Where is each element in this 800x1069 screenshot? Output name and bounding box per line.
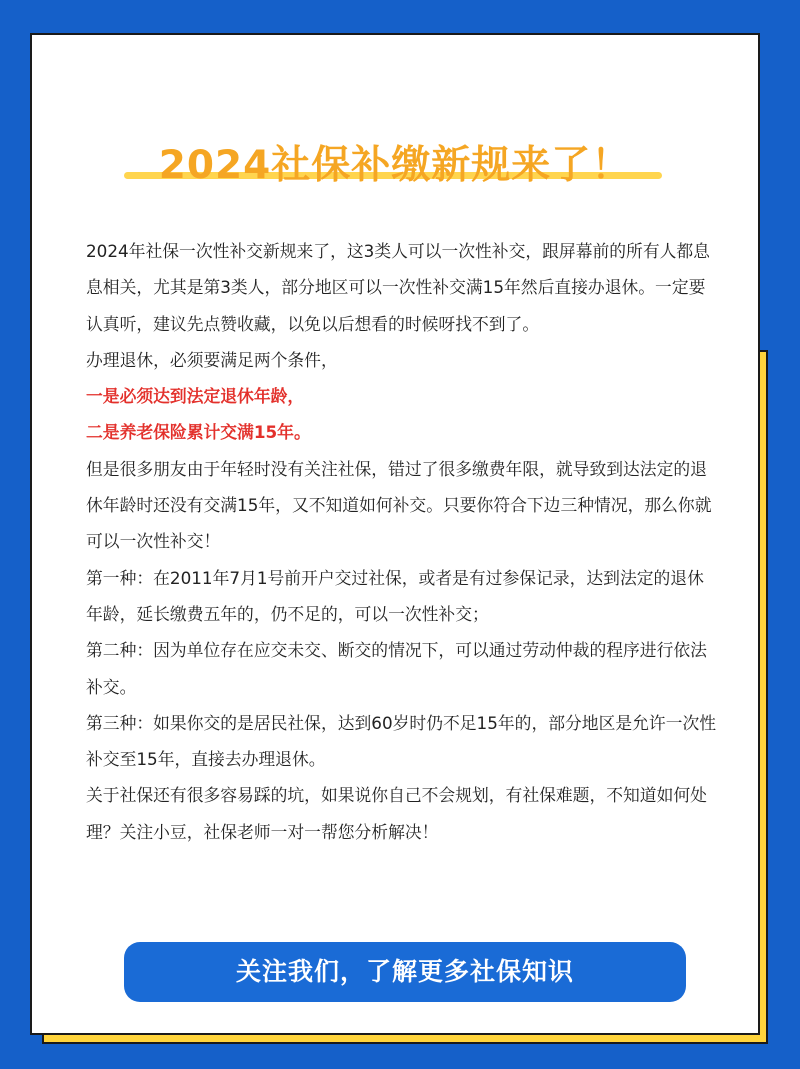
page-title: 2024社保补缴新规来了！ (158, 143, 632, 188)
paragraph-conditions: 办理退休，必须要满足两个条件， (86, 349, 338, 370)
paragraph-explanation: 但是很多朋友由于年轻时没有关注社保，错过了很多缴费年限，就导致到达法定的退休年龄时还没有交满15年，又不知道如何补交。只要你符合下边三种情况，那么你就可以一次性补交！ (86, 458, 712, 552)
paragraph-closing: 关于社保还有很多容易踩的坑，如果说你自己不会规划，有社保难题，不知道如何处理？关注小豆，社保老师一对一帮您分析解决！ (86, 785, 707, 842)
condition-one: 一是必须达到法定退休年龄， (86, 386, 305, 407)
condition-two: 二是养老保险累计交满15年。 (86, 422, 311, 443)
content-card (30, 33, 760, 1035)
follow-us-button[interactable]: 关注我们，了解更多社保知识 (124, 942, 686, 1002)
paragraph-case-two: 第二种：因为单位存在应交未交、断交的情况下，可以通过劳动仲裁的程序进行依法补交。 (86, 640, 707, 697)
paragraph-case-three: 第三种：如果你交的是居民社保，达到60岁时仍不足15年的，部分地区是允许一次性补交至15年，直接去办理退休。 (86, 712, 717, 770)
article-body (86, 233, 720, 850)
paragraph-case-one: 第一种：在2011年7月1号前开户交过社保，或者是有过参保记录，达到法定的退休年龄，延长缴费五年的，仍不足的，可以一次性补交； (86, 567, 704, 624)
paragraph-intro: 2024年社保一次性补交新规来了，这3类人可以一次性补交，跟屏幕前的所有人都息息相关，尤其是第3类人，部分地区可以一次性补交满15年然后直接办退休。一定要认真听，建议先点赞收藏，以免以后想看的时候呀找不到了。 (86, 241, 710, 334)
